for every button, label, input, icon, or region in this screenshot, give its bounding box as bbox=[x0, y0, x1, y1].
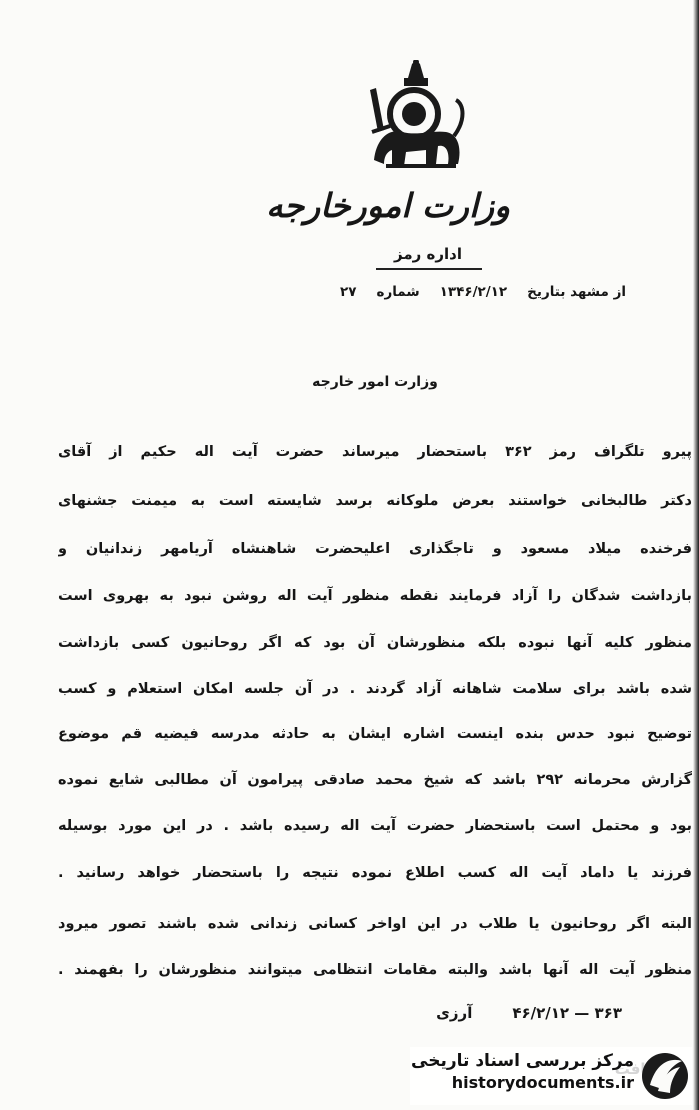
body-line: فرزند یا داماد آیت اله کسب اطلاع نموده نتیجه را باستحضار خواهد رسانید . bbox=[58, 865, 692, 881]
signature-name: آرزی bbox=[436, 1004, 473, 1022]
watermark-url: historydocuments.ir bbox=[451, 1073, 634, 1092]
body-line: منظور کلیه آنها نبوده بلکه منظورشان آن بود که اگر روحانیون کسی بازداشت bbox=[58, 635, 692, 651]
scan-edge bbox=[693, 0, 699, 1110]
ministry-title: وزارت امورخارجه bbox=[266, 186, 510, 225]
archive-logo-icon bbox=[640, 1049, 690, 1103]
date-label: از مشهد بتاریخ bbox=[527, 284, 626, 300]
addressee: وزارت امور خارجه bbox=[312, 374, 438, 390]
body-line: بازداشت شدگان را آزاد فرمایند نقطه منظور آیت اله روشن نبود به بهروی است bbox=[58, 588, 692, 604]
body-line: البته اگر روحانیون یا طلاب در این اواخر کسانی زندانی شده باشند تصور میرود bbox=[58, 916, 692, 932]
signature-number-date: ۳۶۳ — ۴۶/۲/۱۲ bbox=[512, 1004, 622, 1022]
body-line: منظور آیت اله آنها باشد والبته مقامات انتظامی میتوانند منظورشان را بفهمند . bbox=[58, 962, 692, 978]
lion-and-sun-emblem-icon bbox=[362, 60, 470, 170]
office-name: اداره رمز bbox=[394, 245, 462, 263]
number-value: ۲۷ bbox=[340, 284, 357, 300]
document-meta bbox=[218, 284, 626, 300]
number-label: شماره bbox=[376, 284, 420, 300]
body-line: دکتر طالبخانی خواستند بعرض ملوکانه برسد شایسته است به میمنت جشنهای bbox=[58, 493, 692, 509]
body-line: توضیح نبود حدس بنده اینست اشاره ایشان به حادثه مدرسه فیضیه قم موضوع bbox=[58, 726, 692, 742]
body-line: پیرو تلگراف رمز ۳۶۲ باستحضار میرساند حضرت آیت اله حکیم از آقای bbox=[58, 444, 692, 460]
body-line: شده باشد برای سلامت شاهانه آزاد گردند . در آن جلسه امکان استعلام و کسب bbox=[58, 681, 692, 697]
signature-line bbox=[292, 1004, 622, 1022]
watermark bbox=[410, 1047, 692, 1105]
watermark-text bbox=[411, 1051, 634, 1092]
watermark-title: مرکز بررسی اسناد تاریخی bbox=[411, 1051, 634, 1071]
body-line: گزارش محرمانه ۲۹۲ باشد که شیخ محمد صادقی پیرامون آن مطالبی شایع نموده bbox=[58, 772, 692, 788]
body-line: بود و محتمل است باستحضار حضرت آیت اله رسیده باشد . در این مورد بوسیله bbox=[58, 818, 692, 834]
office-underline bbox=[376, 268, 482, 270]
date-value: ۱۳۴۶/۲/۱۲ bbox=[439, 284, 508, 300]
body-line: فرخنده میلاد مسعود و تاجگذاری اعلیحضرت شاهنشاه آریامهر زندانیان و bbox=[58, 541, 692, 557]
